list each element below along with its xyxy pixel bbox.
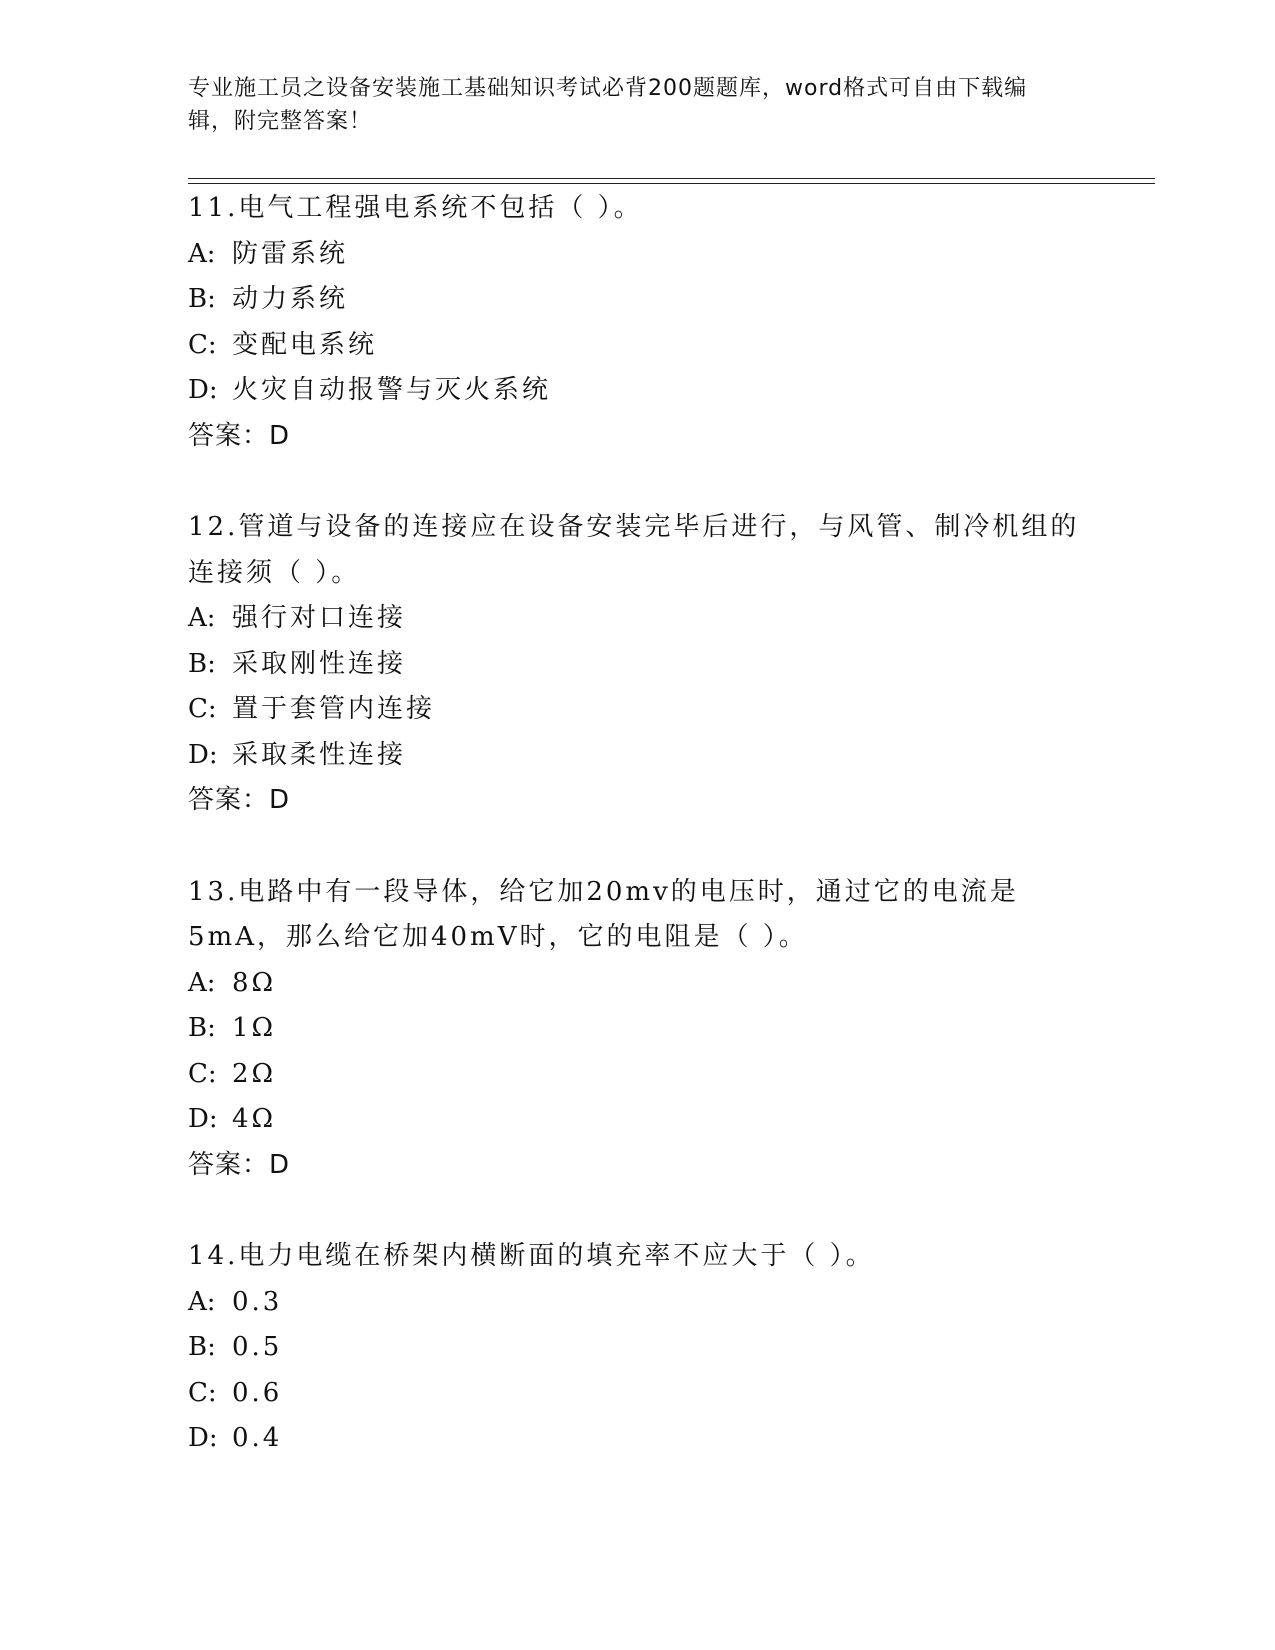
answer-line: 答案：D	[188, 785, 291, 815]
option-c	[188, 687, 1088, 733]
option-c	[188, 1052, 1088, 1098]
option-text: 动力系统	[232, 284, 349, 314]
option-key: C:	[188, 694, 217, 724]
question-item	[188, 1234, 1088, 1462]
option-text: 1Ω	[232, 1013, 277, 1043]
option-key: A:	[188, 1286, 216, 1317]
option-key: D:	[188, 1423, 218, 1453]
option-text: 8Ω	[232, 967, 277, 998]
option-key: C:	[188, 329, 217, 360]
option-key: B:	[188, 1013, 216, 1043]
option-d	[188, 368, 1088, 414]
option-a	[188, 1280, 1088, 1326]
option-key: A:	[188, 603, 216, 633]
option-c	[188, 323, 1088, 369]
option-key: C:	[188, 1377, 217, 1408]
option-text: 防雷系统	[232, 238, 349, 269]
question-item	[188, 505, 1088, 824]
option-text: 0.5	[232, 1332, 283, 1362]
answer-line: 答案：D	[188, 420, 291, 451]
option-text: 采取刚性连接	[232, 648, 407, 679]
option-text: 2Ω	[232, 1058, 277, 1089]
option-b	[188, 642, 1088, 688]
option-d	[188, 733, 1088, 779]
option-text: 0.3	[232, 1286, 283, 1317]
option-d	[188, 1097, 1088, 1143]
question-stem: 13.电路中有一段导体，给它加20mv的电压时，通过它的电流是5mA，那么给它加40mV时，它的电阻是（ ）。	[188, 876, 1019, 952]
option-b	[188, 277, 1088, 323]
option-key: D:	[188, 1104, 218, 1134]
option-text: 变配电系统	[232, 329, 378, 360]
option-key: A:	[188, 967, 216, 998]
question-list	[188, 186, 1088, 1508]
option-b	[188, 1325, 1088, 1371]
option-d	[188, 1416, 1088, 1462]
option-key: D:	[188, 739, 218, 770]
header-divider-top	[188, 178, 1155, 179]
option-text: 火灾自动报警与灭火系统	[232, 375, 552, 405]
option-text: 4Ω	[232, 1104, 277, 1134]
option-text: 采取柔性连接	[232, 739, 407, 770]
option-a	[188, 961, 1088, 1007]
question-stem: 12.管道与设备的连接应在设备安装完毕后进行，与风管、制冷机组的连接须（ ）。	[188, 512, 1080, 588]
question-stem: 11.电气工程强电系统不包括（ ）。	[188, 193, 643, 223]
answer-line: 答案：D	[188, 1149, 291, 1180]
option-key: B:	[188, 1332, 216, 1362]
option-key: B:	[188, 648, 216, 679]
option-key: A:	[188, 238, 216, 269]
option-text: 0.4	[232, 1423, 283, 1453]
question-item	[188, 186, 1088, 459]
option-key: D:	[188, 375, 218, 405]
question-stem: 14.电力电缆在桥架内横断面的填充率不应大于（ ）。	[188, 1241, 875, 1271]
header-divider-bottom	[188, 183, 1155, 184]
option-c	[188, 1371, 1088, 1417]
option-text: 强行对口连接	[232, 603, 407, 633]
document-intro: 专业施工员之设备安装施工基础知识考试必背200题题库，word格式可自由下载编辑，附完整答案！	[188, 76, 1028, 134]
option-text: 置于套管内连接	[232, 694, 436, 724]
option-key: B:	[188, 284, 216, 314]
option-a	[188, 596, 1088, 642]
option-b	[188, 1006, 1088, 1052]
option-key: C:	[188, 1058, 217, 1089]
question-item	[188, 870, 1088, 1189]
option-text: 0.6	[232, 1377, 283, 1408]
option-a	[188, 232, 1088, 278]
